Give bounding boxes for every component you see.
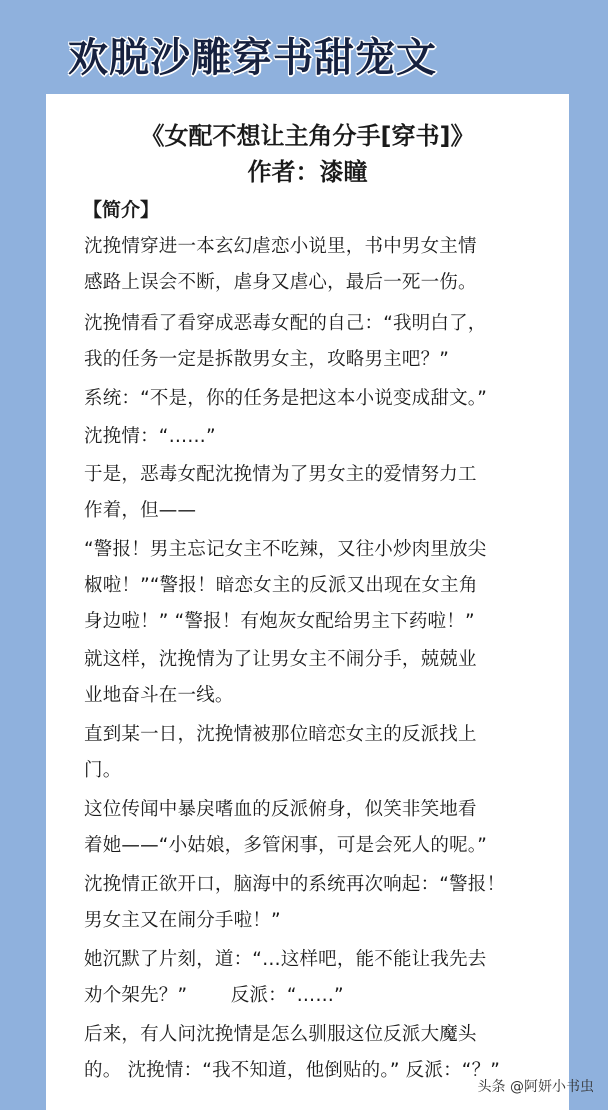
intro-line: 我的任务一定是拆散男女主，攻略男主吧？”	[84, 349, 450, 370]
intro-line: 沈挽情看了看穿成恶毒女配的自己：“我明白了，	[84, 313, 487, 334]
intro-line: 作着，但——	[84, 500, 197, 521]
intro-line: 就这样，沈挽情为了让男女主不闹分手，兢兢业	[84, 649, 477, 670]
intro-line: 沈挽情：“……”	[84, 426, 216, 447]
intro-line: 这位传闻中暴戾嗜血的反派俯身，似笑非笑地看	[84, 799, 477, 820]
intro-line: 于是，恶毒女配沈挽情为了男女主的爱情努力工	[84, 464, 477, 485]
intro-line: 椒啦！”“警报！暗恋女主的反派又出现在女主角	[84, 575, 478, 596]
intro-line: 门。	[84, 760, 122, 781]
intro-line: 直到某一日，沈挽情被那位暗恋女主的反派找上	[84, 724, 477, 745]
intro-card	[46, 94, 569, 1110]
intro-line: 的。 沈挽情：“我不知道，他倒贴的。” 反派：“？”	[84, 1060, 501, 1081]
intro-line: 后来，有人问沈挽情是怎么驯服这位反派大魔头	[84, 1024, 477, 1045]
intro-line: 系统：“不是，你的任务是把这本小说变成甜文。”	[84, 388, 488, 409]
intro-heading: 【简介】	[83, 199, 160, 221]
intro-line: 她沉默了片刻，道：“…这样吧，能不能让我先去	[84, 949, 487, 970]
intro-line: 感路上误会不断，虐身又虐心，最后一死一伤。	[84, 272, 477, 293]
intro-line: 劝个架先？” 反派：“……”	[84, 985, 344, 1006]
banner-title: 欢脱沙雕穿书甜宠文	[68, 34, 437, 81]
intro-line: 男女主又在闹分手啦！”	[84, 910, 281, 931]
book-title: 《女配不想让主角分手[穿书]》	[140, 122, 475, 150]
intro-line: 业地奋斗在一线。	[84, 685, 234, 706]
intro-line: 着她——“小姑娘，多管闲事，可是会死人的呢。”	[84, 835, 488, 856]
book-author: 作者：漆瞳	[247, 158, 368, 186]
intro-line: 沈挽情正欲开口，脑海中的系统再次响起：“警报！	[84, 874, 506, 895]
intro-line: 身边啦！” “警报！有炮灰女配给男主下药啦！”	[84, 611, 475, 632]
intro-line: “警报！男主忘记女主不吃辣，又往小炒肉里放尖	[84, 539, 487, 560]
source-credit: 头条 @阿妍小书虫	[477, 1079, 594, 1095]
intro-line: 沈挽情穿进一本玄幻虐恋小说里，书中男女主情	[84, 236, 477, 257]
